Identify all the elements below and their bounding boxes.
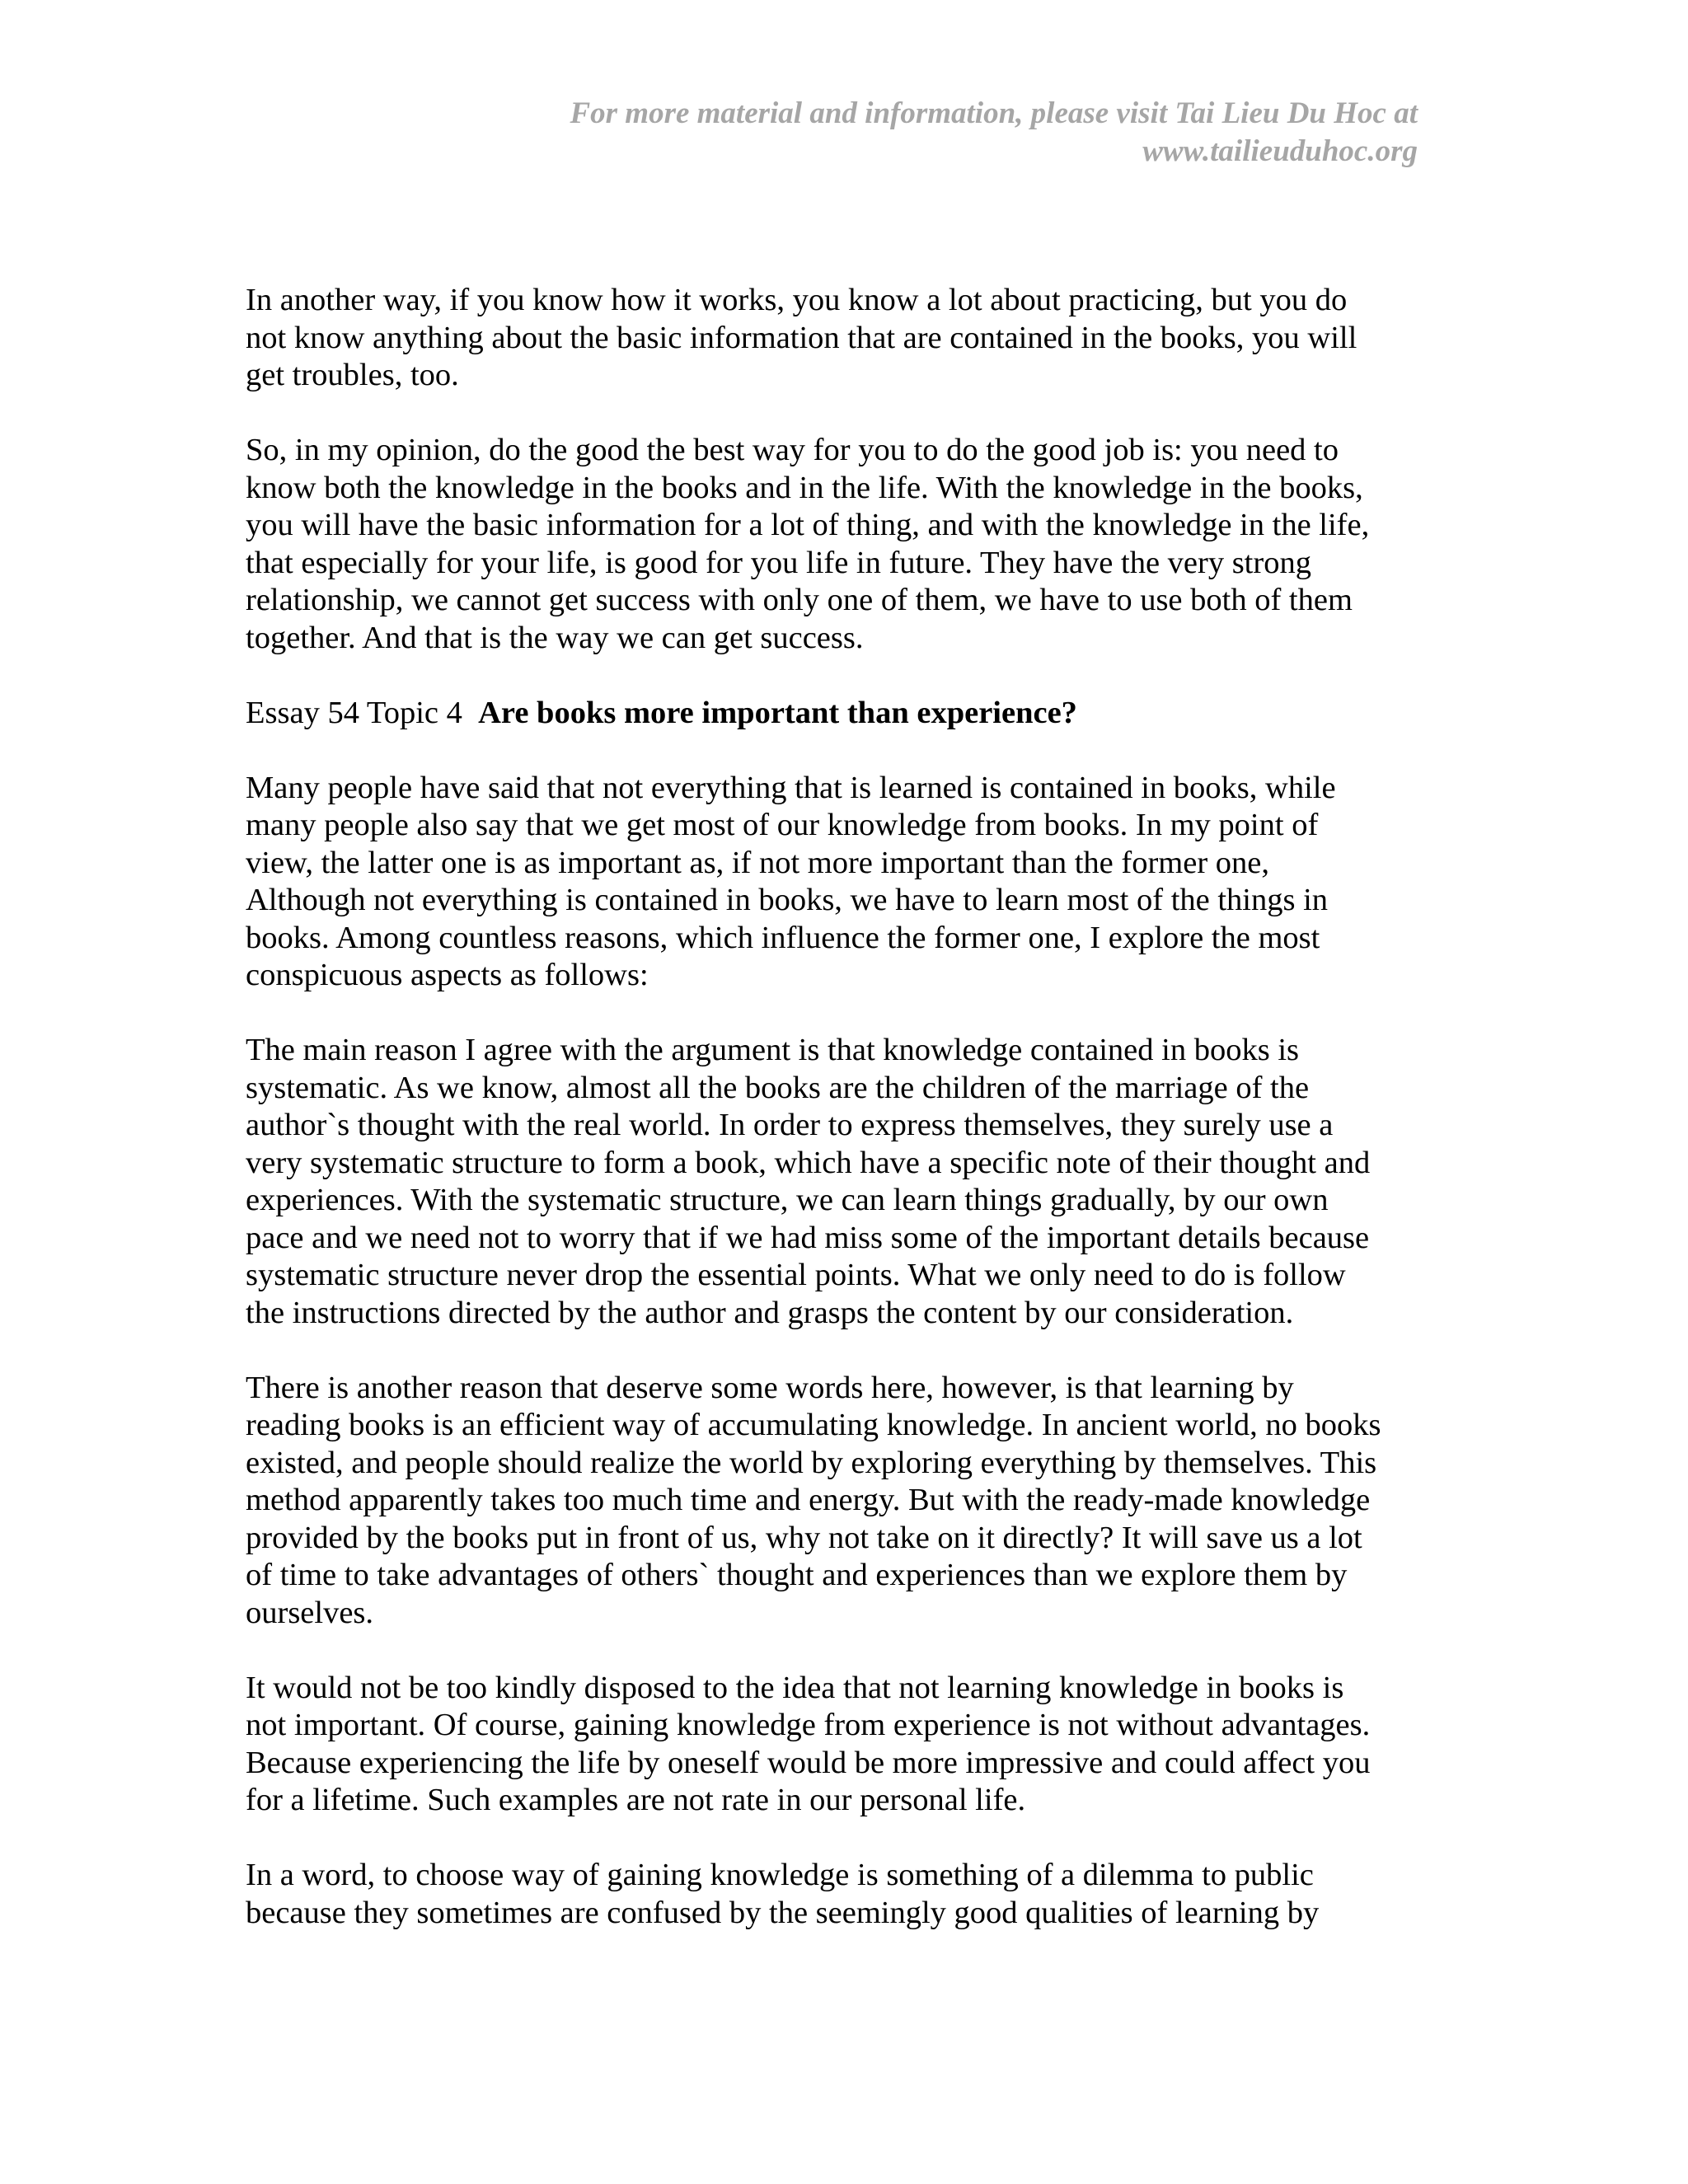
paragraph-gap [246,657,1441,695]
text-line: conspicuous aspects as follows: [246,958,649,992]
text-line: pace and we need not to worry that if we had miss some of the important details because [246,1220,1370,1255]
header-line: www.tailieuduhoc.org [1142,134,1418,168]
essay-heading [246,695,1441,733]
text-line: very systematic structure to form a book, which have a specific note of their thought and [246,1145,1371,1180]
text-line: Because experiencing the life by oneself would be more impressive and could affect you [246,1745,1371,1780]
text-line: In a word, to choose way of gaining knowledge is something of a dilemma to public [246,1858,1314,1892]
paragraph [246,770,1441,995]
text-line: provided by the books put in front of us, why not take on it directly? It will save us a lot [246,1520,1362,1555]
paragraph-gap [246,395,1441,433]
text-line: relationship, we cannot get success with only one of them, we have to use both of them [246,583,1353,617]
text-line: systematic. As we know, almost all the books are the children of the marriage of the [246,1070,1310,1105]
essay-heading-label: Essay 54 Topic 4 [246,695,462,730]
text-line: existed, and people should realize the world by exploring everything by themselves. This [246,1445,1377,1480]
paragraph [246,282,1441,395]
text-line: author`s thought with the real world. In order to express themselves, they surely use a [246,1108,1334,1142]
paragraph-gap [246,995,1441,1033]
text-line: reading books is an efficient way of accumulating knowledge. In ancient world, no books [246,1408,1381,1442]
text-line: ourselves. [246,1595,374,1630]
text-line: books. Among countless reasons, which influence the former one, I explore the most [246,920,1320,955]
text-line: the instructions directed by the author and grasps the content by our consideration. [246,1295,1294,1330]
text-line: that especially for your life, is good for you life in future. They have the very strong [246,545,1311,580]
text-line: Although not everything is contained in books, we have to learn most of the things in [246,883,1329,917]
text-line: not know anything about the basic information that are contained in the books, you will [246,320,1357,355]
text-line: method apparently takes too much time and energy. But with the ready-made knowledge [246,1483,1371,1517]
document-body [246,282,1441,1932]
text-line: Many people have said that not everything that is learned is contained in books, while [246,770,1336,805]
text-line: So, in my opinion, do the good the best way for you to do the good job is: you need to [246,433,1339,467]
essay-heading-title: Are books more important than experience? [478,695,1077,730]
header-line: For more material and information, please visit Tai Lieu Du Hoc at [570,96,1418,130]
text-line: experiences. With the systematic structure, we can learn things gradually, by our own [246,1183,1329,1217]
text-line: systematic structure never drop the essential points. What we only need to do is follow [246,1258,1346,1292]
text-line: In another way, if you know how it works, you know a lot about practicing, but you do [246,283,1348,317]
page-header [429,95,1418,171]
text-line: There is another reason that deserve some words here, however, is that learning by [246,1370,1294,1405]
paragraph-gap [246,1332,1441,1370]
paragraph [246,1032,1441,1332]
paragraph-gap [246,732,1441,770]
text-line: know both the knowledge in the books and in the life. With the knowledge in the books, [246,470,1363,505]
text-line: you will have the basic information for a lot of thing, and with the knowledge in the life, [246,508,1370,542]
paragraph [246,1857,1441,1932]
text-line: many people also say that we get most of our knowledge from books. In my point of [246,808,1319,842]
text-line: because they sometimes are confused by the seemingly good qualities of learning by [246,1895,1320,1930]
paragraph-gap [246,1820,1441,1858]
paragraph-gap [246,1632,1441,1670]
text-line: view, the latter one is as important as, if not more important than the former one, [246,845,1269,880]
text-line: for a lifetime. Such examples are not rate in our personal life. [246,1783,1026,1817]
text-line: of time to take advantages of others` thought and experiences than we explore them by [246,1558,1348,1592]
paragraph [246,432,1441,657]
paragraph [246,1370,1441,1633]
text-line: get troubles, too. [246,358,459,392]
text-line: The main reason I agree with the argument is that knowledge contained in books is [246,1033,1300,1067]
text-line: It would not be too kindly disposed to the idea that not learning knowledge in books is [246,1670,1344,1705]
text-line: not important. Of course, gaining knowledge from experience is not without advantages. [246,1708,1371,1742]
paragraph [246,1670,1441,1820]
text-line: together. And that is the way we can get success. [246,620,864,655]
